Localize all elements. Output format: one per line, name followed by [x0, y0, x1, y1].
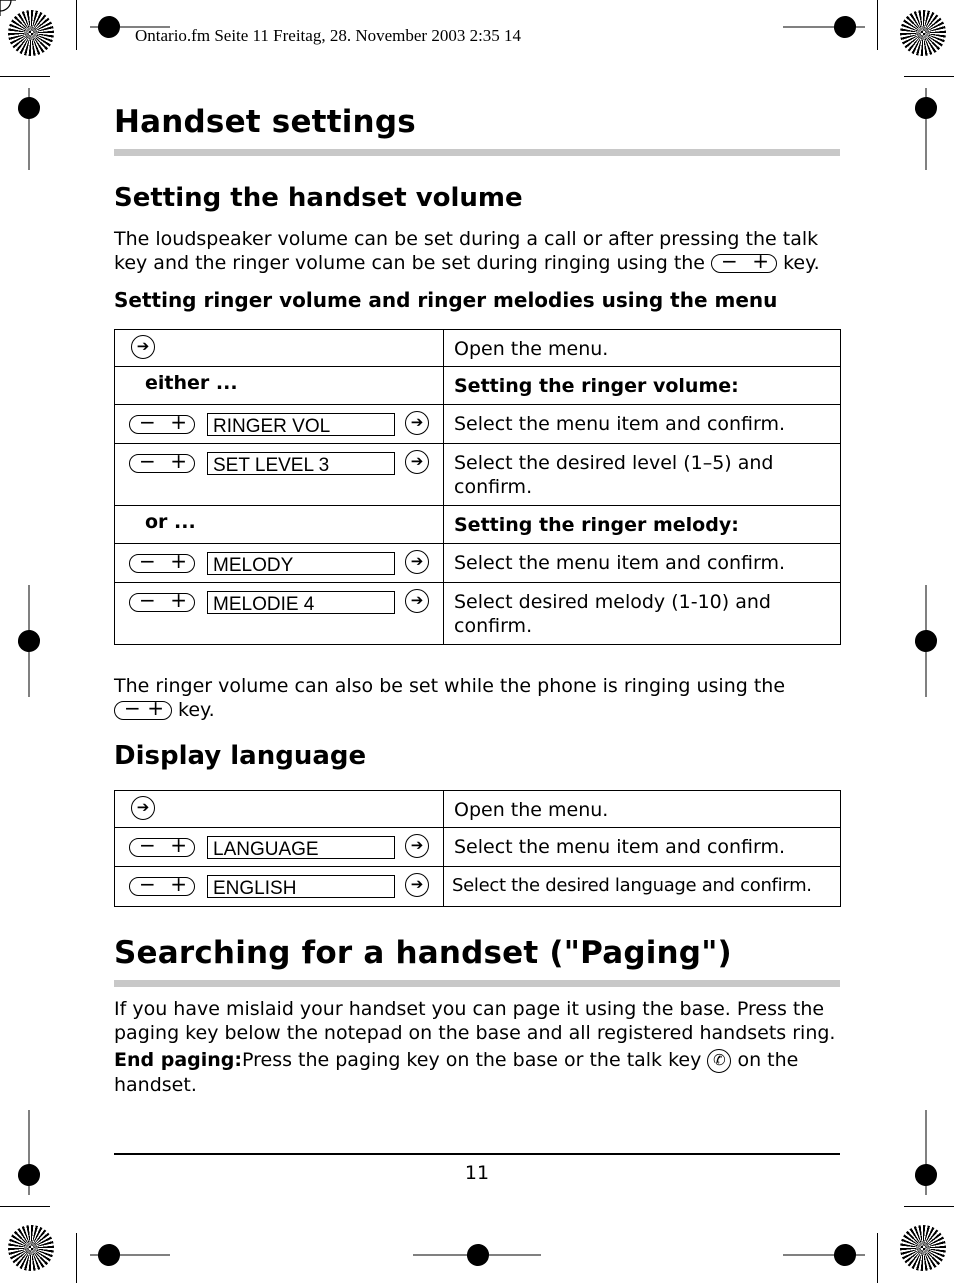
step-description: Select the menu item and confirm. — [444, 544, 841, 583]
table-row — [115, 444, 841, 506]
minus-plus-key-icon: − + — [711, 254, 777, 273]
end-paging-text: Press the paging key on the base or the talk key — [241, 1049, 702, 1071]
volume-text-end: key. — [783, 252, 820, 274]
minus-plus-key-icon: − + — [129, 593, 195, 612]
minus-plus-key-icon: − + — [129, 454, 195, 473]
language-menu-table — [114, 790, 841, 907]
minus-plus-key-icon: − + — [114, 701, 172, 720]
paging-rule — [114, 980, 840, 987]
ok-arrow-icon: ➔ — [405, 450, 429, 474]
volume-heading: Setting the handset volume — [114, 183, 523, 213]
table-row — [115, 330, 841, 367]
table-row — [115, 544, 841, 583]
ok-arrow-icon: ➔ — [405, 550, 429, 574]
ok-arrow-icon: ➔ — [405, 834, 429, 858]
or-label: or ... — [145, 511, 196, 533]
ok-arrow-icon: ➔ — [131, 796, 155, 820]
paging-heading: Searching for a handset ("Paging") — [114, 935, 732, 971]
step-description: Select the desired language and confirm. — [444, 867, 841, 907]
display-text: ENGLISH — [207, 875, 395, 898]
display-text: SET LEVEL 3 — [207, 452, 395, 475]
end-paging-paragraph — [114, 1048, 849, 1097]
table-row — [115, 506, 841, 544]
display-text: MELODIE 4 — [207, 591, 395, 614]
ok-arrow-icon: ➔ — [405, 589, 429, 613]
talk-key-icon: ✆ — [707, 1049, 731, 1073]
volume-text: The loudspeaker volume can be set during a call or after pressing the talk key and the ringer volume can be set during ringing using the — [114, 228, 819, 274]
minus-plus-key-icon: − + — [129, 838, 195, 857]
ringer-menu-heading: Setting ringer volume and ringer melodies using the menu — [114, 288, 778, 312]
step-description: Select the menu item and confirm. — [444, 405, 841, 444]
step-description: Select the desired level (1–5) and confirm. — [444, 444, 841, 506]
ringer-menu-table — [114, 329, 841, 645]
table-row — [115, 583, 841, 645]
end-paging-label: End paging: — [114, 1049, 242, 1071]
display-text: RINGER VOL — [207, 413, 395, 436]
title-rule — [114, 149, 840, 156]
language-heading: Display language — [114, 741, 367, 771]
table-row — [115, 828, 841, 867]
step-description: Select desired melody (1-10) and confirm. — [444, 583, 841, 645]
footer-rule — [114, 1153, 840, 1155]
ringer-note-text: The ringer volume can also be set while the phone is ringing using the — [114, 675, 786, 697]
table-row — [115, 791, 841, 828]
ok-arrow-icon: ➔ — [405, 873, 429, 897]
end-paging-text-end: on the handset. — [114, 1049, 799, 1096]
volume-paragraph — [114, 227, 849, 275]
step-description: Open the menu. — [444, 791, 841, 828]
step-description: Select the menu item and confirm. — [444, 828, 841, 867]
display-text: MELODY — [207, 552, 395, 575]
file-header: Ontario.fm Seite 11 Freitag, 28. November 2003 2:35 14 — [135, 26, 522, 45]
ok-arrow-icon: ➔ — [405, 411, 429, 435]
minus-plus-key-icon: − + — [129, 415, 195, 434]
step-heading: Setting the ringer volume: — [444, 367, 841, 405]
minus-plus-key-icon: − + — [129, 877, 195, 896]
ok-arrow-icon: ➔ — [131, 335, 155, 359]
page-title: Handset settings — [114, 104, 416, 140]
either-label: either ... — [145, 372, 238, 394]
ringer-note — [114, 674, 814, 722]
ringer-note-end: key. — [178, 699, 215, 721]
table-row — [115, 867, 841, 907]
table-row — [115, 367, 841, 405]
step-description: Open the menu. — [444, 330, 841, 367]
page-number: 11 — [464, 1162, 490, 1184]
step-heading: Setting the ringer melody: — [444, 506, 841, 544]
paging-paragraph: If you have mislaid your handset you can page it using the base. Press the paging key below the notepad on the base and all registered handsets ring. — [114, 998, 836, 1044]
table-row — [115, 405, 841, 444]
minus-plus-key-icon: − + — [129, 554, 195, 573]
display-text: LANGUAGE — [207, 836, 395, 859]
